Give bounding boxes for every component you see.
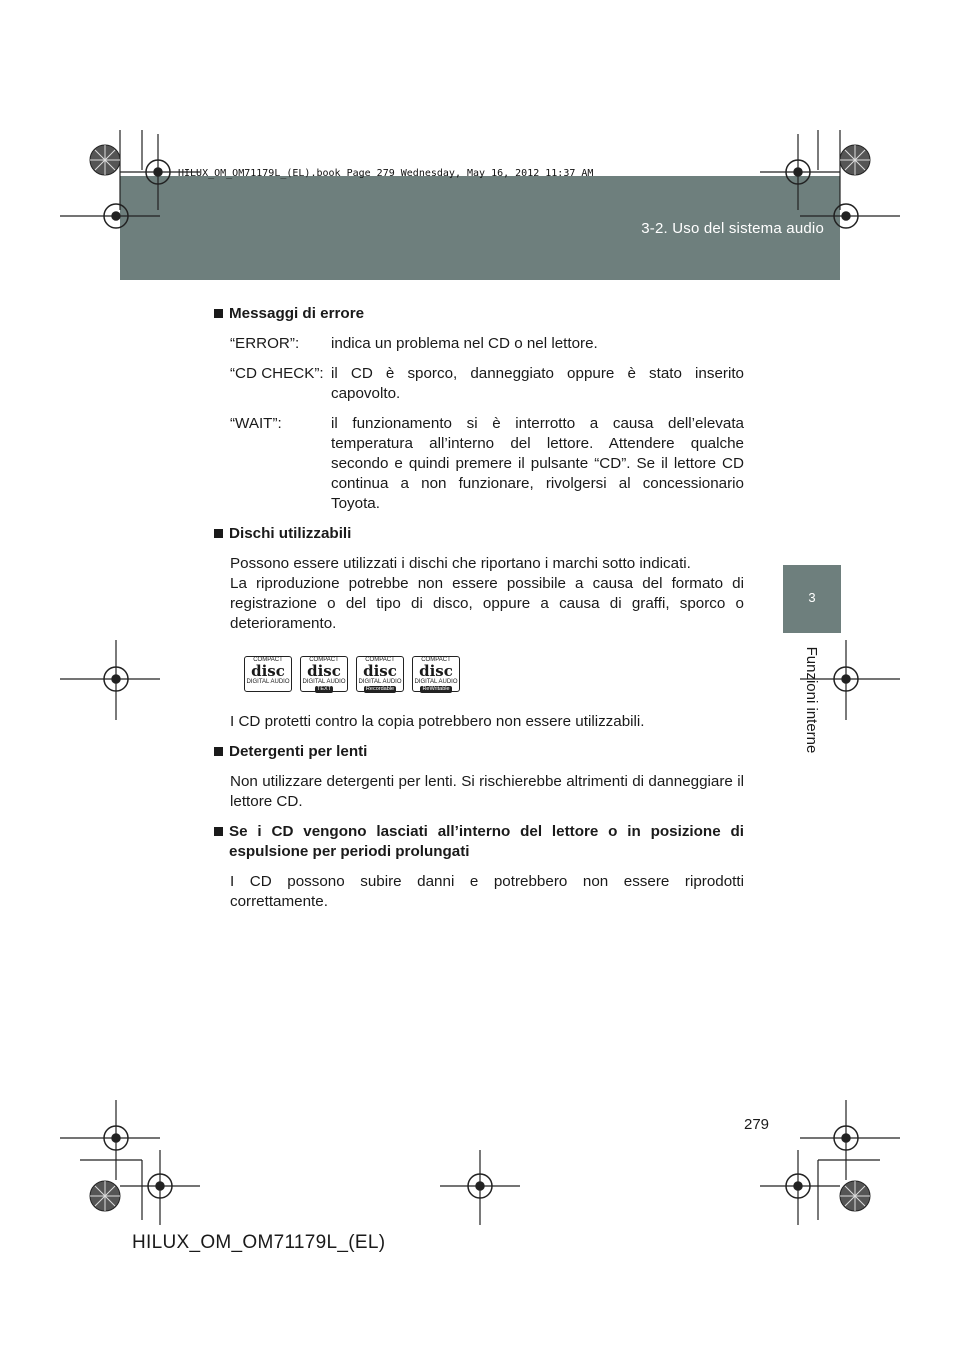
- paragraph: I CD possono subire danni e potrebbero non essere riprodotti correttamente.: [230, 873, 744, 910]
- chapter-number: 3: [808, 590, 816, 605]
- paragraph: I CD protetti contro la copia potrebbero non essere utilizzabili.: [230, 713, 645, 730]
- compact-disc-text-logo: COMPACT disc DIGITAL AUDIO TEXT: [300, 656, 348, 692]
- page-number: 279: [744, 1116, 770, 1133]
- error-code: “CD CHECK”:: [230, 365, 324, 382]
- section-title: 3-2. Uso del sistema audio: [641, 220, 824, 237]
- error-desc: il CD è sporco, danneggiato oppure è stato inserito capovolto.: [331, 365, 744, 402]
- paragraph: Possono essere utilizzati i dischi che riportano i marchi sotto indicati.: [230, 555, 691, 572]
- section-heading: Messaggi di errore: [214, 304, 744, 324]
- paragraph: Non utilizzare detergenti per lenti. Si rischierebbe altrimenti di danneggiare il lettore CD.: [230, 773, 744, 810]
- section-heading: Dischi utilizzabili: [214, 524, 744, 544]
- error-desc: il funzionamento si è interrotto a causa dell’elevata temperatura all’interno del lettore. Attendere qualche secondo e quindi premere il pulsante “CD”. Se il lettore CD continua a non funzionare, rivolgersi al concessionario Toyota.: [331, 415, 744, 512]
- chapter-label: Funzioni interne: [803, 646, 820, 754]
- section-heading: Se i CD vengono lasciati all’interno del lettore o in posizione di espulsione per periodi prolungati: [214, 822, 744, 862]
- error-code: “ERROR”:: [230, 335, 300, 352]
- error-code: “WAIT”:: [230, 415, 282, 432]
- error-desc: indica un problema nel CD o nel lettore.: [331, 335, 598, 352]
- section-heading: Detergenti per lenti: [214, 742, 744, 762]
- compact-disc-recordable-logo: COMPACT disc DIGITAL AUDIO Recordable: [356, 656, 404, 692]
- footer-code: HILUX_OM_OM71179L_(EL): [132, 1232, 386, 1253]
- print-bookline: HILUX_OM_OM71179L_(EL).book Page 279 Wednesday, May 16, 2012 11:37 AM: [178, 168, 594, 179]
- paragraph: La riproduzione potrebbe non essere possibile a causa del formato di registrazione o del tipo di disco, oppure a causa di graffi, sporco o deterioramento.: [230, 575, 744, 632]
- compact-disc-logo: COMPACT disc DIGITAL AUDIO: [244, 656, 292, 692]
- compact-disc-rewritable-logo: COMPACT disc DIGITAL AUDIO ReWritable: [412, 656, 460, 692]
